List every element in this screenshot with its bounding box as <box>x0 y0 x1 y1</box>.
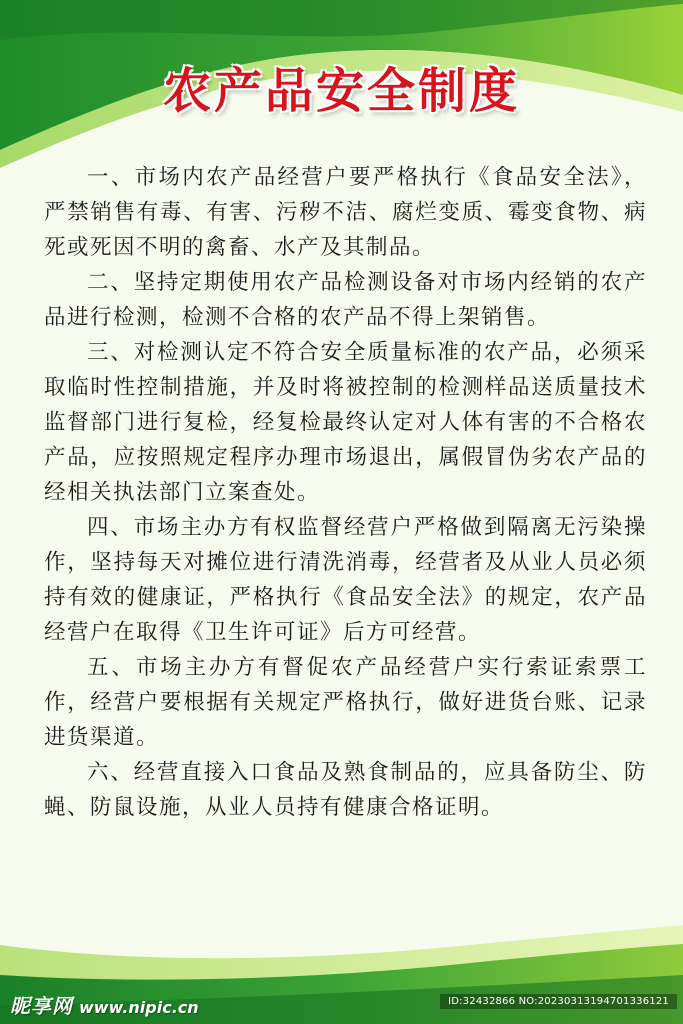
paragraph-6: 六、经营直接入口食品及熟食制品的，应具备防尘、防蝇、防鼠设施，从业人员持有健康合格证明。 <box>44 760 647 820</box>
watermark-logo <box>10 990 199 1019</box>
page-title: 农产品安全制度 <box>162 63 520 119</box>
paragraph-2: 二、坚持定期使用农产品检测设备对市场内经销的农产品进行检测，检测不合格的农产品不得上架销售。 <box>44 270 647 330</box>
paragraph-4: 四、市场主办方有权监督经营户严格做到隔离无污染操作，坚持每天对摊位进行清洗消毒，经营者及从业人员必须持有效的健康证，严格执行《食品安全法》的规定，农产品经营户在取得《卫生许可证》后方可经营。 <box>44 515 647 645</box>
watermark-id: ID:32432866 NO:20230313194701336121 <box>440 994 677 1009</box>
paragraph-5: 五、市场主办方有督促农产品经营户实行索证索票工作，经营户要根据有关规定严格执行，做好进货台账、记录进货渠道。 <box>44 655 647 750</box>
paragraph-1: 一、市场内农产品经营户要严格执行《食品安全法》，严禁销售有毒、有害、污秽不洁、腐烂变质、霉变食物、病死或死因不明的禽畜、水产及其制品。 <box>44 165 647 260</box>
paragraph-3: 三、对检测认定不符合安全质量标准的农产品，必须采取临时性控制措施，并及时将被控制的检测样品送质量技术监督部门进行复检，经复检最终认定对人体有害的不合格农产品，应按照规定程序办理市场退出，属假冒伪劣农产品的经相关执法部门立案查处。 <box>44 340 647 505</box>
regulation-content <box>44 160 647 825</box>
watermark-url: www.nipic.cn <box>79 998 199 1017</box>
watermark-brand: 昵享网 <box>10 994 73 1018</box>
